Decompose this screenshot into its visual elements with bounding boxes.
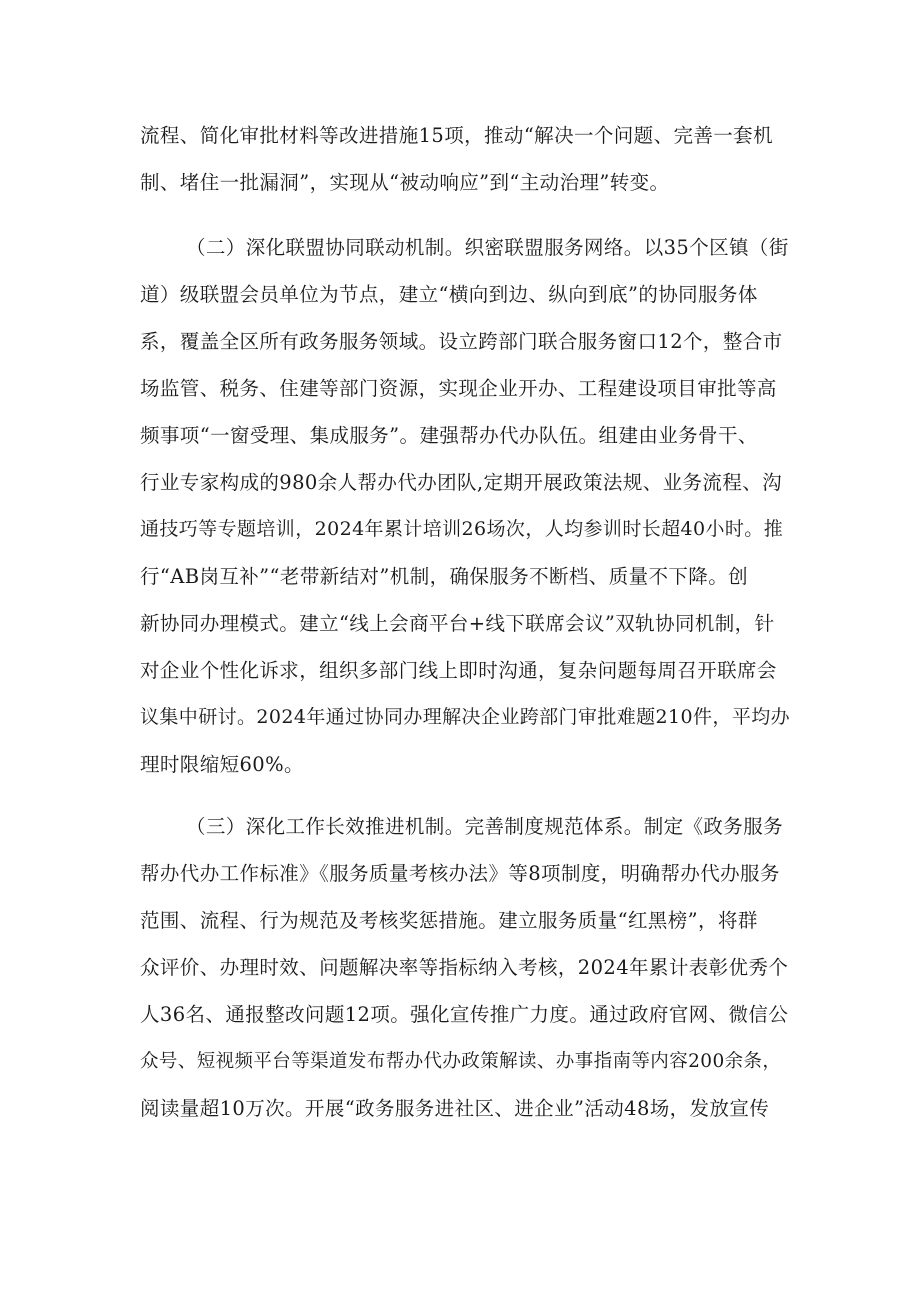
section-heading-line: （三）深化工作长效推进机制。完善制度规范体系。制定《政务服务 [186, 815, 784, 838]
text-line: 频事项“一窗受理、集成服务”。建强帮办代办队伍。组建由业务骨干、 [140, 424, 758, 447]
paragraph-continuation [140, 112, 790, 206]
text-line: 道）级联盟会员单位为节点，建立“横向到边、纵向到底”的协同服务体 [140, 283, 758, 306]
text-line: 行业专家构成的980余人帮办代办团队,定期开展政策法规、业务流程、沟 [140, 471, 783, 494]
text-line: 通技巧等专题培训，2024年累计培训26场次，人均参训时长超40小时。推 [140, 518, 784, 540]
text-line: 阅读量超10万次。开展“政务服务进社区、进企业”活动48场，发放宣传 [140, 1097, 770, 1120]
text-line: 帮办代办工作标准》《服务质量考核办法》等8项制度，明确帮办代办服务 [140, 862, 780, 885]
text-line: 场监管、税务、住建等部门资源，实现企业开办、工程建设项目审批等高 [140, 377, 777, 400]
text-line: 对企业个性化诉求，组织多部门线上即时沟通，复杂问题每周召开联席会 [140, 659, 777, 682]
text-line: 理时限缩短60%。 [140, 753, 304, 776]
text-line: 众评价、办理时效、问题解决率等指标纳入考核，2024年累计表彰优秀个 [140, 956, 789, 979]
text-line: 系，覆盖全区所有政务服务领域。设立跨部门联合服务窗口12个，整合市 [140, 330, 783, 353]
text-line: 众号、短视频平台等渠道发布帮办代办政策解读、办事指南等内容200余条， [140, 1051, 782, 1072]
text-line: 制、堵住一批漏洞”，实现从“被动响应”到“主动治理”转变。 [140, 171, 670, 194]
section-heading-line: （二）深化联盟协同联动机制。织密联盟服务网络。以35个区镇（街 [186, 236, 789, 259]
text-line: 人36名、通报整改问题12项。强化宣传推广力度。通过政府官网、微信公 [140, 1003, 789, 1026]
text-line: 流程、简化审批材料等改进措施15项，推动“解决一个问题、完善一套机 [140, 124, 773, 147]
text-line: 范围、流程、行为规范及考核奖惩措施。建立服务质量“红黑榜”，将群 [140, 909, 758, 932]
paragraph-section-3 [140, 803, 790, 1132]
paragraph-section-2 [140, 224, 790, 788]
text-line: 新协同办理模式。建立“线上会商平台+线下联席会议”双轨协同机制，针 [140, 612, 775, 635]
text-line: 行“AB岗互补”“老带新结对”机制，确保服务不断档、质量不下降。创 [140, 565, 748, 588]
text-line: 议集中研讨。2024年通过协同办理解决企业跨部门审批难题210件，平均办 [140, 706, 790, 728]
